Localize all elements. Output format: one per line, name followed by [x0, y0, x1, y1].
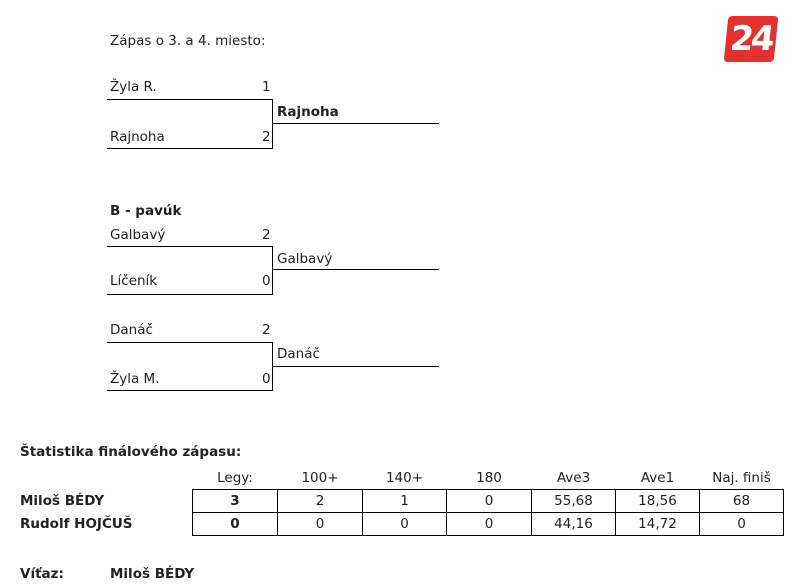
player-name: Galbavý [110, 227, 166, 243]
player-name: Žyla M. [110, 371, 160, 387]
player-score: 0 [262, 273, 271, 289]
player-score: 2 [262, 227, 271, 243]
player-score: 1 [262, 79, 271, 95]
stat-cell: 0 [363, 513, 447, 536]
stats-header-cell: 100+ [301, 470, 339, 486]
stat-cell: 0 [447, 513, 532, 536]
player-name: Rajnoha [110, 129, 165, 145]
stats-header-cell: 180 [476, 470, 502, 486]
stat-cell: 2 [278, 490, 363, 513]
bracket-line [107, 99, 273, 100]
player-name: Danáč [110, 322, 153, 338]
stat-cell: 14,72 [616, 513, 700, 536]
site-logo[interactable]: 24 [724, 16, 779, 62]
stats-header-cell: Naj. finiš [712, 470, 771, 486]
bracket-line [273, 123, 439, 124]
stat-cell: 3 [193, 490, 278, 513]
stat-cell: 68 [700, 490, 784, 513]
player-score: 2 [262, 129, 271, 145]
match-winner: Danáč [277, 346, 320, 362]
stat-cell: 1 [363, 490, 447, 513]
stats-header-row [18, 467, 784, 490]
bracket-connector [272, 342, 273, 390]
stat-cell: 0 [193, 513, 278, 536]
bracket-connector [272, 99, 273, 148]
stats-header-cell: 140+ [385, 470, 424, 486]
bracket-line [273, 269, 439, 270]
bracket-line [273, 366, 439, 367]
table-row [18, 513, 784, 536]
player-name-cell: Rudolf HOJČUŠ [20, 516, 133, 532]
match-winner: Galbavý [277, 251, 333, 267]
player-score: 0 [262, 371, 271, 387]
bracket-line [107, 294, 273, 295]
stats-header-empty [18, 467, 193, 490]
winner-label: Víťaz: [20, 566, 64, 582]
stats-header-cell: Ave1 [640, 470, 675, 486]
player-name: Líčeník [110, 273, 158, 289]
bracket-connector [272, 246, 273, 294]
bracket-line [107, 148, 273, 149]
b-bracket-title: B - pavúk [110, 203, 182, 219]
stat-cell: 0 [278, 513, 363, 536]
stats-title: Štatistika finálového zápasu: [20, 444, 242, 460]
player-name: Žyla R. [110, 79, 157, 95]
stat-cell: 55,68 [532, 490, 616, 513]
player-name-cell: Miloš BÉDY [20, 493, 105, 509]
bracket-line [107, 390, 273, 391]
table-row [18, 490, 784, 513]
stat-cell: 44,16 [532, 513, 616, 536]
stats-table [18, 467, 784, 536]
bracket-line [107, 246, 273, 247]
stats-header-cell: Legy: [217, 470, 253, 486]
player-score: 2 [262, 322, 271, 338]
stat-cell: 0 [700, 513, 784, 536]
winner-name: Miloš BÉDY [110, 566, 195, 582]
bracket-line [107, 342, 273, 343]
third-place-title: Zápas o 3. a 4. miesto: [110, 33, 266, 49]
stats-header-cell: Ave3 [556, 470, 591, 486]
stat-cell: 18,56 [616, 490, 700, 513]
stat-cell: 0 [447, 490, 532, 513]
match-winner: Rajnoha [277, 104, 339, 120]
